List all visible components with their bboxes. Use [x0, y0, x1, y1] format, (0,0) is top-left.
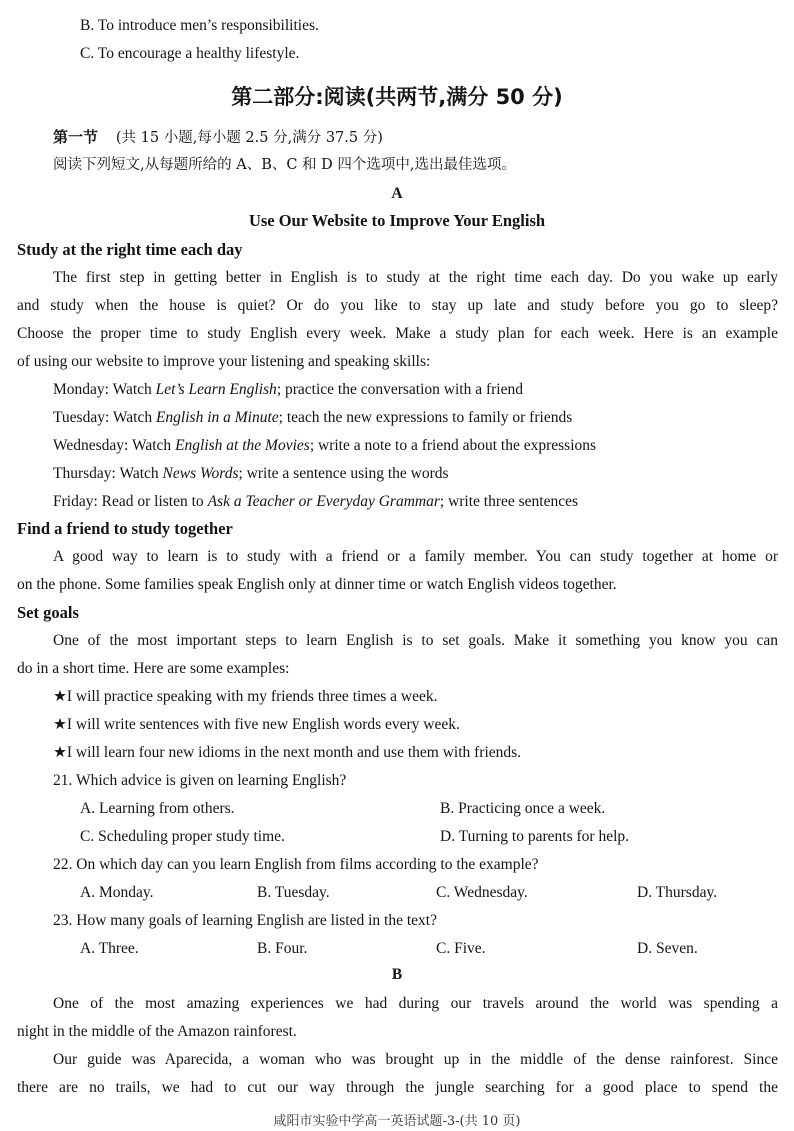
- p1-line-3: Choose the proper time to study English every week. Make a study plan for each week. Here is an example: [17, 325, 778, 342]
- prev-option-b: B. To introduce men’s responsibilities.: [80, 17, 319, 34]
- heading-set-goals: Set goals: [17, 603, 79, 622]
- schedule-verb: Watch: [109, 409, 156, 426]
- question-23-option-b: B. Four.: [257, 940, 308, 957]
- goal-item: ★I will learn four new idioms in the next month and use them with friends.: [53, 744, 522, 761]
- schedule-task: ; practice the conversation with a friend: [276, 381, 523, 398]
- heading-find-friend: Find a friend to study together: [17, 519, 233, 538]
- schedule-task: ; teach the new expressions to family or friends: [278, 409, 573, 426]
- schedule-day: Tuesday:: [53, 409, 110, 426]
- pb-p2-line-2: there are no trails, we had to cut our way through the jungle searching for a good place to spend the: [17, 1079, 778, 1096]
- schedule-program: News Words: [162, 465, 239, 482]
- page-footer: 咸阳市实验中学高一英语试题-3-(共 10 页): [273, 1114, 521, 1129]
- prev-option-c: C. To encourage a healthy lifestyle.: [80, 45, 300, 62]
- section-header: [53, 127, 383, 148]
- schedule-day: Monday:: [53, 381, 109, 398]
- schedule-verb: Watch: [128, 437, 176, 454]
- question-22-option-c: C. Wednesday.: [436, 884, 528, 901]
- pb-p2-line-1: Our guide was Aparecida, a woman who was brought up in the middle of the dense rainforest. Since: [53, 1051, 778, 1068]
- schedule-task: ; write a sentence using the words: [238, 465, 449, 482]
- section-label: 第一节: [53, 128, 99, 146]
- schedule-task: ; write three sentences: [439, 493, 579, 510]
- schedule-program: Ask a Teacher or Everyday Grammar: [207, 493, 440, 510]
- schedule-verb: Watch: [115, 465, 163, 482]
- passage-b-letter: B: [391, 966, 403, 983]
- goal-item: ★I will practice speaking with my friends three times a week.: [53, 688, 438, 705]
- question-21-stem: 21. Which advice is given on learning English?: [53, 772, 347, 789]
- question-21-option-a: A. Learning from others.: [80, 800, 235, 817]
- question-22-option-b: B. Tuesday.: [257, 884, 330, 901]
- schedule-day: Wednesday:: [53, 437, 129, 454]
- p3-line-2: do in a short time. Here are some examples:: [17, 660, 290, 677]
- question-21-option-d: D. Turning to parents for help.: [440, 828, 630, 845]
- schedule-wednesday: [53, 436, 596, 456]
- p2-line-1: A good way to learn is to study with a friend or a family member. You can study together at home or: [53, 548, 778, 565]
- heading-study-time: Study at the right time each day: [17, 240, 243, 259]
- schedule-program: Let’s Learn English: [155, 381, 277, 398]
- pb-p1-line-1: One of the most amazing experiences we had during our travels around the world was spending a: [53, 995, 778, 1012]
- question-22-stem: 22. On which day can you learn English from films according to the example?: [53, 856, 539, 873]
- section-info: (共 15 小题,每小题 2.5 分,满分 37.5 分): [115, 130, 383, 146]
- schedule-task: ; write a note to a friend about the expressions: [309, 437, 597, 454]
- p1-line-4: of using our website to improve your listening and speaking skills:: [17, 353, 431, 370]
- p1-line-2: and study when the house is quiet? Or do you like to stay up late and study before you go to sleep?: [17, 297, 778, 314]
- schedule-program: English in a Minute: [155, 409, 279, 426]
- schedule-monday: [53, 380, 523, 400]
- schedule-program: English at the Movies: [175, 437, 310, 454]
- question-23-stem: 23. How many goals of learning English are listed in the text?: [53, 912, 437, 929]
- schedule-friday: [53, 492, 578, 512]
- question-21-option-b: B. Practicing once a week.: [440, 800, 606, 817]
- schedule-day: Friday:: [53, 493, 98, 510]
- p1-line-1: The first step in getting better in English is to study at the right time each day. Do you wake up early: [53, 269, 778, 286]
- goal-item: ★I will write sentences with five new English words every week.: [53, 716, 460, 733]
- schedule-verb: Read or listen to: [97, 493, 208, 510]
- schedule-verb: Watch: [108, 381, 156, 398]
- pb-p1-line-2: night in the middle of the Amazon rainforest.: [17, 1023, 297, 1040]
- question-23-option-a: A. Three.: [80, 940, 139, 957]
- schedule-day: Thursday:: [53, 465, 116, 482]
- question-21-option-c: C. Scheduling proper study time.: [80, 828, 285, 845]
- question-23-option-c: C. Five.: [436, 940, 486, 957]
- p2-line-2: on the phone. Some families speak English only at dinner time or watch English videos together.: [17, 576, 617, 593]
- schedule-tuesday: [53, 408, 572, 428]
- question-22-option-d: D. Thursday.: [637, 884, 718, 901]
- section-instruction: 阅读下列短文,从每题所给的 A、B、C 和 D 四个选项中,选出最佳选项。: [53, 157, 516, 173]
- passage-a-title: Use Our Website to Improve Your English: [248, 211, 546, 230]
- passage-a-letter: A: [391, 185, 403, 202]
- question-23-option-d: D. Seven.: [637, 940, 698, 957]
- schedule-thursday: [53, 464, 449, 484]
- p3-line-1: One of the most important steps to learn English is to set goals. Make it something you know you can: [53, 632, 778, 649]
- question-22-option-a: A. Monday.: [80, 884, 154, 901]
- part-title: 第二部分:阅读(共两节,满分 50 分): [231, 85, 563, 109]
